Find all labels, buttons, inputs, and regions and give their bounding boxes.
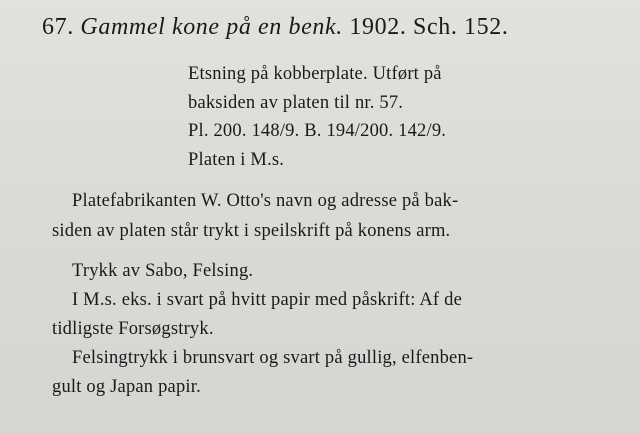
body-line: Platefabrikanten W. Otto's navn og adresse på bak- [72, 191, 459, 211]
entry-title: Gammel kone på en benk. [80, 14, 343, 40]
body-line: Felsingtrykk i brunsvart og svart på gullig, elfenben- [72, 348, 474, 368]
description-line: Etsning på kobberplate. Utført på [188, 64, 442, 84]
body-line: Trykk av Sabo, Felsing. [72, 261, 254, 281]
body-line: tidligste Forsøgstryk. [52, 319, 214, 339]
description-line: baksiden av platen til nr. 57. [188, 93, 404, 113]
entry-year: 1902. [349, 14, 407, 40]
body-line: siden av platen står trykt i speilskrift på konens arm. [52, 221, 451, 241]
entry-number: 67. [42, 14, 74, 40]
entry-heading [42, 14, 508, 41]
body-line: gult og Japan papir. [52, 377, 201, 397]
description-line: Platen i M.s. [188, 150, 285, 170]
body-line: I M.s. eks. i svart på hvitt papir med påskrift: Af de [72, 290, 462, 310]
entry-catalog-ref: Sch. 152. [413, 14, 509, 40]
description-line: Pl. 200. 148/9. B. 194/200. 142/9. [188, 121, 447, 141]
